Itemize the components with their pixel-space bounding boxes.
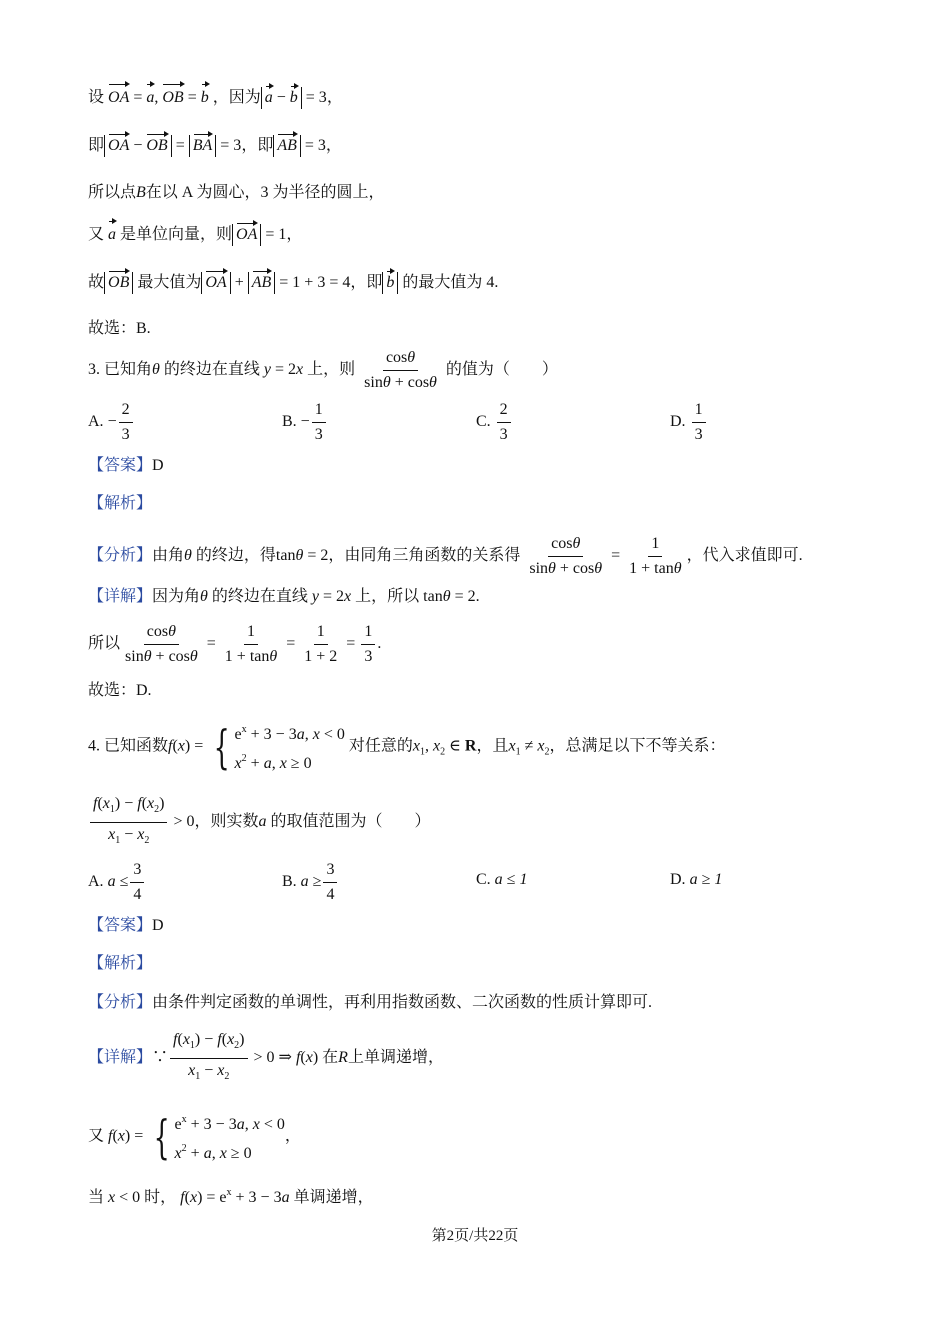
problem3-option-c[interactable]: [476, 400, 513, 445]
answer-tag: 【答案】: [88, 457, 153, 474]
xiangjie-tag: 【详解】: [88, 588, 153, 605]
text: B: [136, 184, 146, 201]
text: 在: [322, 1049, 339, 1067]
sol2-line4: 又 a 是单位向量，则 OA = 1，: [88, 224, 302, 246]
option-num: 1: [312, 400, 326, 423]
option-den: 3: [121, 426, 130, 443]
problem3-fenxi: 【分析】由角θ 的终边，得tanθ = 2，由同角三角函数的关系得 $\frac{\cos\theta}{\sin\theta + \cos\theta}$ = $\frac{1}{1 + \tan\theta}$ ，代入求值即可.: [88, 535, 803, 577]
text: ，因为: [212, 89, 261, 106]
text: 上单调递增，: [347, 1049, 444, 1067]
xiangjie-tag: 【详解】: [88, 1049, 153, 1067]
text: 当: [88, 1189, 105, 1206]
text: ，总满足以下不等关系：: [549, 737, 726, 755]
option-letter: D.: [670, 413, 686, 431]
text: 4. 已知函数: [88, 737, 169, 755]
text: 设: [88, 89, 105, 106]
text: ，: [286, 226, 303, 243]
text: 又: [88, 1127, 105, 1145]
text: 单调递增，: [293, 1189, 374, 1206]
option-num: 2: [119, 400, 133, 423]
text: ，代入求值即可.: [686, 547, 803, 565]
problem4-fenxi: [88, 992, 652, 1014]
problem3-option-b[interactable]: [282, 400, 328, 445]
text: 的终边在直线: [211, 588, 308, 605]
text: 时，: [144, 1189, 177, 1206]
answer-value: D: [152, 457, 164, 474]
option-letter: B.: [282, 413, 297, 431]
text: ，即: [350, 274, 383, 291]
option-letter: C.: [476, 413, 491, 431]
sol2-line1: 设 OA = a, OB = b ，因为 a − b = 3，: [88, 87, 343, 109]
text: 的终边在直线: [163, 361, 260, 379]
text: 故: [88, 274, 105, 291]
problem4-option-a[interactable]: [88, 860, 146, 905]
text: 的最大值为 4.: [402, 274, 499, 291]
text: ，则实数: [194, 813, 259, 831]
sol2-line5: 故 OB 最大值为 OA + AB = 1 + 3 = 4，即 b 的最大值为 4.: [88, 272, 498, 294]
option-sign: −: [300, 413, 310, 431]
problem4-xiangjie: 【详解】∵ $\frac{f(x_1) - f(x_2)}{x_1 - x_2}$ > 0 ⇒ f(x) 在R上单调递增，: [88, 1031, 444, 1082]
problem4-stem: 4. 已知函数f(x) = { $e^x + 3 - 3a$, x < 0 $x^2 + a$, x ≥ 0 对任意的$x_1$, $x_2$ ∈ R，且$x_1 \ne x_2$，总满足以下不等关系：: [88, 720, 726, 774]
problem4-when: 当 x < 0 时， $f(x) = e^x + 3 - 3a$ 单调递增，: [88, 1187, 374, 1206]
problem4-again: 又 f(x) = { $e^x + 3 - 3a$, x < 0 $x^2 + a$, x ≥ 0 ，: [88, 1110, 301, 1164]
option-den: 3: [694, 426, 703, 443]
sol2-choose: 故选：B.: [88, 320, 151, 337]
option-letter: A.: [88, 873, 104, 891]
problem4-option-b[interactable]: [282, 860, 339, 905]
text: 是单位向量，则: [120, 226, 233, 243]
text: 的取值范围为（ ）: [270, 813, 431, 831]
option-den: 4: [133, 886, 142, 903]
sol2-line3: [88, 182, 384, 204]
text: 最大值为: [137, 274, 202, 291]
sol2-line2: 即 OA − OB = BA = 3，即 AB = 3，: [88, 135, 342, 157]
fenxi-tag: 【分析】: [88, 547, 153, 565]
option-rel: a ≤: [107, 873, 129, 891]
text: 对任意的: [348, 737, 413, 755]
option-letter: C.: [476, 871, 491, 888]
problem3-option-a[interactable]: [88, 400, 135, 445]
option-rel: a ≤ 1: [494, 871, 528, 888]
option-rel: a ≥ 1: [689, 871, 723, 888]
text: .: [475, 588, 480, 605]
text: ，: [326, 89, 343, 106]
answer-value: D: [152, 917, 164, 934]
option-letter: A.: [88, 413, 104, 431]
text: ，且: [476, 737, 509, 755]
problem3-stem: 3. 已知角θ 的终边在直线 y = 2x 上，则 $\frac{\cos\theta}{\sin\theta + \cos\theta}$ 的值为（ ）: [88, 349, 558, 391]
problem3-analysis-tag: 【解析】: [88, 495, 153, 512]
option-rel: a ≥: [300, 873, 322, 891]
problem3-calc: 所以 $\frac{\cos\theta}{\sin\theta + \cos\theta}$ = $\frac{1}{1 + \tan\theta}$ = $\frac{1}{1 + 2}$ = $\frac{1}{3}$ .: [88, 623, 382, 665]
problem4-answer: [88, 915, 164, 937]
problem3-answer: [88, 455, 164, 477]
text: 在以 A 为圆心，3 为半径的圆上，: [145, 184, 385, 201]
option-letter: B.: [282, 873, 297, 891]
option-den: 4: [326, 886, 335, 903]
text: 上，则: [307, 361, 356, 379]
text: 由条件判定函数的单调性，再利用指数函数、二次函数的性质计算即可.: [152, 994, 653, 1011]
text: 的终边，得: [195, 547, 276, 565]
text: ，: [284, 1127, 301, 1145]
problem4-stem-cont: $\frac{f(x_1) - f(x_2)}{x_1 - x_2}$ > 0，则实数a 的取值范围为（ ）: [88, 794, 431, 851]
text: 又: [88, 226, 105, 243]
text: R: [338, 1049, 348, 1067]
text: 3. 已知角: [88, 361, 153, 379]
option-sign: −: [107, 413, 117, 431]
problem4-analysis-tag: 【解析】: [88, 955, 153, 972]
problem4-option-d[interactable]: [670, 871, 722, 889]
text: 由角: [152, 547, 185, 565]
text: 所以点: [88, 184, 137, 201]
answer-tag: 【答案】: [88, 917, 153, 934]
option-num: 1: [692, 400, 706, 423]
fenxi-tag: 【分析】: [88, 994, 153, 1011]
option-num: 3: [323, 860, 337, 883]
text: 所以: [88, 635, 121, 653]
option-den: 3: [499, 426, 508, 443]
option-num: 3: [130, 860, 144, 883]
text: 的值为（ ）: [445, 361, 558, 379]
text: 上，所以: [355, 588, 420, 605]
text: ，由同角三角函数的关系得: [328, 547, 521, 565]
problem3-xiangjie: 【详解】因为角θ 的终边在直线 y = 2x 上，所以 tanθ = 2.: [88, 588, 480, 605]
option-den: 3: [314, 426, 323, 443]
text: ，即: [241, 137, 274, 154]
text: ，: [325, 137, 342, 154]
page-footer: 第2页/共22页: [431, 1228, 519, 1244]
option-num: 2: [497, 400, 511, 423]
problem4-option-c[interactable]: [476, 871, 527, 889]
option-letter: D.: [670, 871, 686, 888]
text: 因为角: [152, 588, 201, 605]
problem3-choose: 故选：D.: [88, 682, 152, 699]
problem3-option-d[interactable]: [670, 400, 708, 445]
text: 即: [88, 137, 105, 154]
